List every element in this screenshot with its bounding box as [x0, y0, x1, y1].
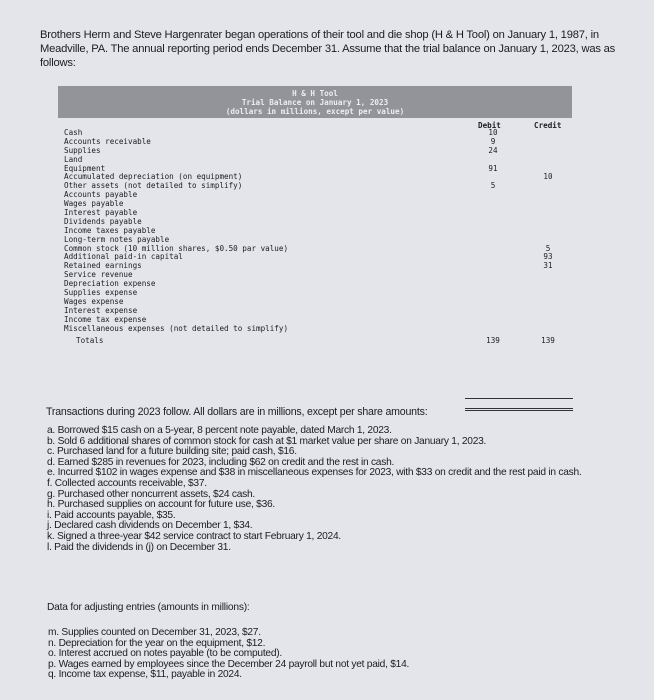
account-name: Equipment	[64, 163, 106, 173]
account-name: Interest expense	[64, 305, 138, 315]
trial-balance-header	[58, 86, 572, 118]
account-name: Totals	[76, 336, 104, 346]
debit-header: Debit	[478, 121, 501, 130]
transactions-list	[47, 426, 637, 553]
account-name: Common stock (10 million shares, $0.50 par value)	[64, 243, 289, 253]
transaction-item: l. Paid the dividends in (j) on December 31.	[47, 541, 231, 553]
totals-double-rule	[465, 408, 573, 411]
transaction-item: a. Borrowed $15 cash on a 5-year, 8 percent note payable, dated March 1, 2023.	[47, 425, 392, 436]
adjustments-list	[48, 628, 638, 681]
adjustment-item: m. Supplies counted on December 31, 2023, $27.	[48, 627, 261, 638]
units-note: (dollars in millions, except per value)	[225, 107, 405, 116]
transaction-item: f. Collected accounts receivable, $37.	[47, 477, 207, 489]
debit-amount: 24	[488, 145, 498, 155]
debit-amount: 91	[488, 163, 498, 173]
statement-title: Trial Balance on January 1, 2023	[241, 98, 389, 107]
account-name: Retained earnings	[64, 261, 142, 271]
transaction-item: j. Declared cash dividends on December 1, $34.	[47, 520, 253, 532]
debit-amount: 9	[490, 136, 496, 146]
adjustment-item: p. Wages earned by employees since the December 24 payroll but not yet paid, $14.	[48, 658, 410, 670]
trial-balance-rows	[58, 118, 572, 346]
credit-amount: 139	[541, 336, 555, 346]
adjustment-item: n. Depreciation for the year on the equipment, $12.	[48, 637, 266, 649]
account-name: Land	[64, 154, 83, 164]
trial-balance-body	[58, 118, 572, 346]
transaction-item: c. Purchased land for a future building site; paid cash, $16.	[47, 446, 297, 458]
problem-intro: Brothers Herm and Steve Hargenrater began operations of their tool and die shop (H & H Tool) on January 1, 1987, in Meadville, PA. The annual reporting period ends December 31. Assume that the trial balance on January 1, 2023, was as follows:	[40, 29, 616, 69]
account-name: Dividends payable	[64, 216, 142, 226]
account-name: Long-term notes payable	[64, 234, 170, 244]
credit-header: Credit	[534, 121, 562, 130]
credit-amount: 10	[543, 172, 553, 182]
account-name: Other assets (not detailed to simplify)	[64, 181, 243, 191]
account-name: Income tax expense	[64, 314, 147, 324]
trial-balance-row	[58, 325, 572, 334]
account-name: Accounts payable	[64, 190, 138, 200]
account-name: Interest payable	[64, 208, 138, 218]
account-name: Cash	[64, 128, 83, 137]
account-name: Supplies	[64, 145, 101, 155]
trial-balance-row	[58, 147, 572, 156]
account-name: Service revenue	[64, 270, 133, 280]
transaction-item: g. Purchased other noncurrent assets, $24 cash.	[47, 488, 255, 500]
transaction-item: h. Purchased supplies on account for future use, $36.	[47, 499, 276, 511]
credit-amount: 31	[543, 261, 553, 271]
transaction-item: b. Sold 6 additional shares of common stock for cash at $1 market value per share on January 1, 2023.	[47, 435, 487, 447]
account-name: Wages payable	[64, 199, 124, 209]
transaction-item: k. Signed a three-year $42 service contract to start February 1, 2024.	[47, 530, 341, 542]
trial-balance-row	[58, 262, 572, 271]
company-name: H & H Tool	[292, 89, 338, 98]
account-name: Depreciation expense	[64, 279, 156, 289]
account-name: Miscellaneous expenses (not detailed to simplify)	[64, 323, 289, 333]
debit-amount: 139	[486, 336, 500, 346]
account-name: Supplies expense	[64, 288, 138, 298]
transaction-item: d. Earned $285 in revenues for 2023, including $62 on credit and the rest in cash.	[47, 456, 395, 468]
account-name: Accumulated depreciation (on equipment)	[64, 172, 243, 182]
transactions-heading: Transactions during 2023 follow. All dollars are in millions, except per share amounts:	[46, 406, 428, 418]
account-name: Accounts receivable	[64, 136, 151, 146]
account-name: Wages expense	[64, 296, 124, 306]
debit-amount: 5	[490, 181, 496, 191]
trial-balance-row	[58, 191, 572, 200]
adjustment-item: o. Interest accrued on notes payable (to be computed).	[48, 648, 282, 660]
credit-amount: 93	[543, 252, 553, 262]
transaction-item: i. Paid accounts payable, $35.	[47, 509, 176, 521]
adjusting-heading: Data for adjusting entries (amounts in millions):	[47, 602, 250, 613]
credit-amount: 5	[545, 243, 551, 253]
adjustment-item: q. Income tax expense, $11, payable in 2024.	[48, 669, 242, 681]
trial-balance-table	[58, 86, 572, 346]
account-name: Income taxes payable	[64, 225, 156, 235]
trial-balance-row	[58, 289, 572, 298]
transaction-item: e. Incurred $102 in wages expense and $38 in miscellaneous expenses for 2023, with $33 on credit and the rest paid in cash.	[47, 467, 582, 479]
account-name: Additional paid-in capital	[64, 252, 183, 262]
totals-rule	[465, 398, 573, 399]
debit-amount: 10	[488, 128, 498, 137]
trial-balance-row	[58, 337, 572, 346]
